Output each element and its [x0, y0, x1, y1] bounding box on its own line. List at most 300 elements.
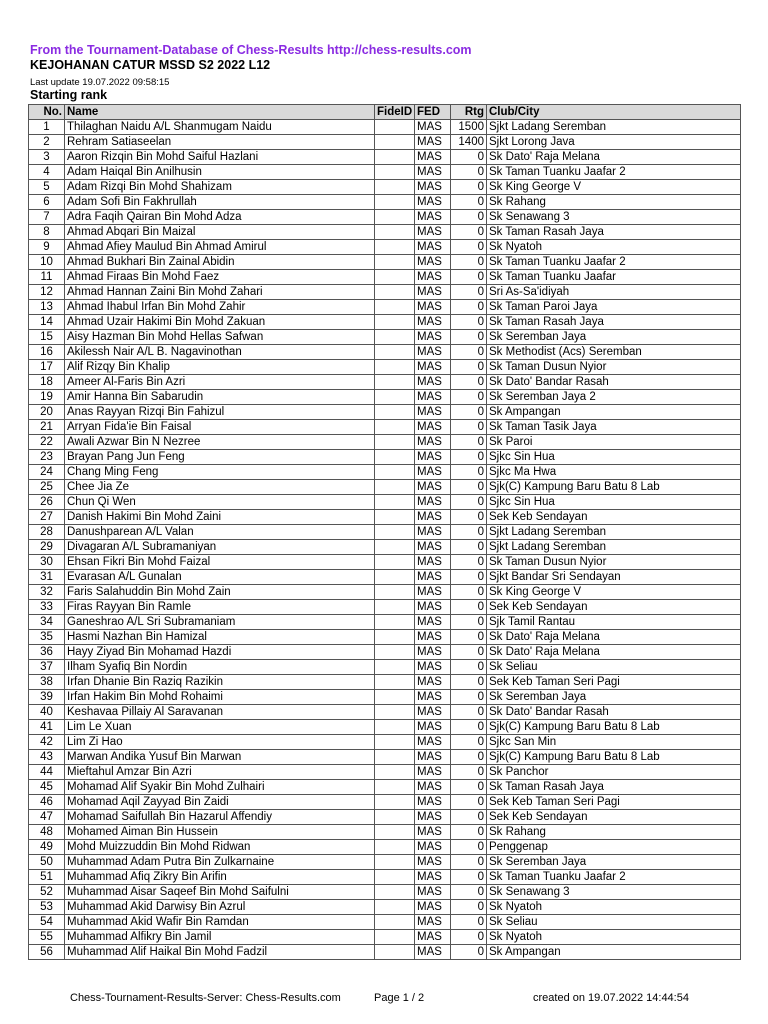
cell-rtg: 0 [451, 270, 487, 285]
cell-fed: MAS [415, 810, 451, 825]
table-row [29, 765, 741, 780]
cell-fideid [375, 510, 415, 525]
cell-fideid [375, 495, 415, 510]
cell-rtg: 1400 [451, 135, 487, 150]
cell-name: Chang Ming Feng [65, 465, 375, 480]
table-row [29, 690, 741, 705]
cell-club: Sk King George V [487, 585, 741, 600]
cell-no: 51 [29, 870, 65, 885]
cell-fed: MAS [415, 735, 451, 750]
cell-fed: MAS [415, 585, 451, 600]
col-fed-header: FED [415, 105, 451, 120]
cell-fideid [375, 540, 415, 555]
cell-rtg: 0 [451, 660, 487, 675]
cell-name: Muhammad Akid Darwisy Bin Azrul [65, 900, 375, 915]
table-row [29, 465, 741, 480]
table-row [29, 195, 741, 210]
table-row [29, 540, 741, 555]
cell-fideid [375, 705, 415, 720]
cell-no: 26 [29, 495, 65, 510]
cell-fed: MAS [415, 525, 451, 540]
table-row [29, 120, 741, 135]
cell-club: Sk Rahang [487, 195, 741, 210]
cell-no: 30 [29, 555, 65, 570]
cell-fed: MAS [415, 225, 451, 240]
cell-fideid [375, 690, 415, 705]
cell-fideid [375, 465, 415, 480]
cell-rtg: 0 [451, 525, 487, 540]
table-row [29, 885, 741, 900]
cell-fed: MAS [415, 885, 451, 900]
cell-no: 3 [29, 150, 65, 165]
table-row [29, 150, 741, 165]
cell-fideid [375, 750, 415, 765]
cell-rtg: 0 [451, 585, 487, 600]
cell-club: Sek Keb Sendayan [487, 810, 741, 825]
table-row [29, 345, 741, 360]
cell-rtg: 0 [451, 360, 487, 375]
cell-fideid [375, 900, 415, 915]
cell-name: Mohamad Alif Syakir Bin Mohd Zulhairi [65, 780, 375, 795]
table-row [29, 945, 741, 960]
cell-rtg: 0 [451, 795, 487, 810]
cell-rtg: 0 [451, 840, 487, 855]
table-row [29, 390, 741, 405]
table-row [29, 615, 741, 630]
cell-no: 56 [29, 945, 65, 960]
cell-no: 19 [29, 390, 65, 405]
cell-rtg: 0 [451, 315, 487, 330]
cell-rtg: 0 [451, 495, 487, 510]
cell-fed: MAS [415, 570, 451, 585]
cell-fideid [375, 585, 415, 600]
cell-fed: MAS [415, 405, 451, 420]
cell-name: Adam Sofi Bin Fakhrullah [65, 195, 375, 210]
cell-name: Faris Salahuddin Bin Mohd Zain [65, 585, 375, 600]
cell-rtg: 0 [451, 630, 487, 645]
cell-name: Ahmad Abqari Bin Maizal [65, 225, 375, 240]
cell-fideid [375, 450, 415, 465]
cell-no: 39 [29, 690, 65, 705]
cell-name: Mohamed Aiman Bin Hussein [65, 825, 375, 840]
cell-name: Lim Le Xuan [65, 720, 375, 735]
cell-club: Sri As-Sa'idiyah [487, 285, 741, 300]
cell-no: 45 [29, 780, 65, 795]
cell-no: 1 [29, 120, 65, 135]
cell-name: Muhammad Akid Wafir Bin Ramdan [65, 915, 375, 930]
cell-club: Sjkc Sin Hua [487, 450, 741, 465]
cell-fideid [375, 330, 415, 345]
col-name-header: Name [65, 105, 375, 120]
cell-rtg: 0 [451, 375, 487, 390]
cell-no: 43 [29, 750, 65, 765]
cell-club: Sjkc Ma Hwa [487, 465, 741, 480]
table-row [29, 510, 741, 525]
cell-name: Ilham Syafiq Bin Nordin [65, 660, 375, 675]
cell-club: Sk Dato' Raja Melana [487, 645, 741, 660]
cell-name: Arryan Fida'ie Bin Faisal [65, 420, 375, 435]
cell-no: 34 [29, 615, 65, 630]
cell-no: 17 [29, 360, 65, 375]
cell-fed: MAS [415, 660, 451, 675]
cell-club: Sjkt Ladang Seremban [487, 540, 741, 555]
cell-rtg: 0 [451, 285, 487, 300]
cell-rtg: 0 [451, 915, 487, 930]
table-row [29, 210, 741, 225]
table-row [29, 300, 741, 315]
cell-rtg: 0 [451, 345, 487, 360]
table-row [29, 270, 741, 285]
cell-fideid [375, 570, 415, 585]
footer-page-number: Page 1 / 2 [374, 992, 425, 1004]
cell-fed: MAS [415, 870, 451, 885]
cell-club: Sk Ampangan [487, 405, 741, 420]
cell-fed: MAS [415, 765, 451, 780]
cell-name: Lim Zi Hao [65, 735, 375, 750]
cell-fed: MAS [415, 315, 451, 330]
cell-club: Sk King George V [487, 180, 741, 195]
cell-fideid [375, 840, 415, 855]
cell-name: Chee Jia Ze [65, 480, 375, 495]
cell-no: 11 [29, 270, 65, 285]
cell-rtg: 0 [451, 825, 487, 840]
last-update: Last update 19.07.2022 09:58:15 [30, 77, 170, 88]
cell-club: Sk Taman Dusun Nyior [487, 555, 741, 570]
cell-rtg: 0 [451, 180, 487, 195]
cell-fideid [375, 675, 415, 690]
cell-rtg: 0 [451, 930, 487, 945]
cell-name: Muhammad Alfikry Bin Jamil [65, 930, 375, 945]
table-row [29, 810, 741, 825]
cell-name: Akilessh Nair A/L B. Nagavinothan [65, 345, 375, 360]
cell-name: Adam Haiqal Bin Anilhusin [65, 165, 375, 180]
cell-no: 21 [29, 420, 65, 435]
cell-name: Adra Faqih Qairan Bin Mohd Adza [65, 210, 375, 225]
cell-rtg: 0 [451, 450, 487, 465]
cell-rtg: 0 [451, 615, 487, 630]
cell-fed: MAS [415, 690, 451, 705]
cell-name: Rehram Satiaseelan [65, 135, 375, 150]
cell-fideid [375, 405, 415, 420]
cell-fed: MAS [415, 645, 451, 660]
table-row [29, 825, 741, 840]
cell-club: Sk Seliau [487, 915, 741, 930]
table-row [29, 315, 741, 330]
cell-rtg: 0 [451, 690, 487, 705]
cell-name: Aaron Rizqin Bin Mohd Saiful Hazlani [65, 150, 375, 165]
cell-name: Ehsan Fikri Bin Mohd Faizal [65, 555, 375, 570]
cell-club: Sk Taman Tuanku Jaafar [487, 270, 741, 285]
cell-no: 2 [29, 135, 65, 150]
cell-fideid [375, 165, 415, 180]
cell-no: 36 [29, 645, 65, 660]
cell-no: 13 [29, 300, 65, 315]
cell-club: Sjkt Lorong Java [487, 135, 741, 150]
cell-fed: MAS [415, 300, 451, 315]
cell-rtg: 0 [451, 165, 487, 180]
table-row [29, 855, 741, 870]
cell-no: 18 [29, 375, 65, 390]
cell-fideid [375, 660, 415, 675]
cell-club: Sk Nyatoh [487, 900, 741, 915]
cell-name: Ahmad Ihabul Irfan Bin Mohd Zahir [65, 300, 375, 315]
cell-rtg: 0 [451, 810, 487, 825]
table-row [29, 450, 741, 465]
cell-club: Sek Keb Taman Seri Pagi [487, 795, 741, 810]
cell-fed: MAS [415, 150, 451, 165]
table-row [29, 780, 741, 795]
cell-no: 40 [29, 705, 65, 720]
cell-club: Sk Taman Tuanku Jaafar 2 [487, 870, 741, 885]
cell-fed: MAS [415, 540, 451, 555]
cell-club: Sek Keb Sendayan [487, 600, 741, 615]
cell-name: Danish Hakimi Bin Mohd Zaini [65, 510, 375, 525]
table-row [29, 405, 741, 420]
table-row [29, 645, 741, 660]
table-row [29, 930, 741, 945]
cell-no: 41 [29, 720, 65, 735]
table-row [29, 135, 741, 150]
cell-name: Mieftahul Amzar Bin Azri [65, 765, 375, 780]
cell-no: 20 [29, 405, 65, 420]
cell-fed: MAS [415, 375, 451, 390]
cell-fed: MAS [415, 390, 451, 405]
table-row [29, 255, 741, 270]
cell-fed: MAS [415, 255, 451, 270]
cell-rtg: 0 [451, 210, 487, 225]
cell-no: 12 [29, 285, 65, 300]
cell-name: Ahmad Firaas Bin Mohd Faez [65, 270, 375, 285]
cell-fideid [375, 120, 415, 135]
cell-club: Sk Nyatoh [487, 240, 741, 255]
table-row [29, 600, 741, 615]
cell-rtg: 0 [451, 600, 487, 615]
cell-club: Sk Taman Tasik Jaya [487, 420, 741, 435]
cell-fed: MAS [415, 780, 451, 795]
cell-fideid [375, 420, 415, 435]
cell-name: Mohamad Aqil Zayyad Bin Zaidi [65, 795, 375, 810]
cell-fed: MAS [415, 855, 451, 870]
cell-fideid [375, 615, 415, 630]
cell-fideid [375, 915, 415, 930]
cell-rtg: 0 [451, 240, 487, 255]
table-row [29, 570, 741, 585]
cell-club: Sk Nyatoh [487, 930, 741, 945]
cell-no: 32 [29, 585, 65, 600]
cell-fed: MAS [415, 795, 451, 810]
cell-rtg: 0 [451, 300, 487, 315]
cell-name: Amir Hanna Bin Sabarudin [65, 390, 375, 405]
cell-name: Mohamad Saifullah Bin Hazarul Affendiy [65, 810, 375, 825]
cell-fideid [375, 315, 415, 330]
cell-no: 53 [29, 900, 65, 915]
col-no-header: No. [29, 105, 65, 120]
cell-club: Sk Methodist (Acs) Seremban [487, 345, 741, 360]
cell-club: Sk Panchor [487, 765, 741, 780]
cell-fed: MAS [415, 330, 451, 345]
col-fideid-header: FideID [375, 105, 415, 120]
cell-fideid [375, 630, 415, 645]
table-row [29, 225, 741, 240]
cell-club: Sjkt Ladang Seremban [487, 120, 741, 135]
cell-no: 55 [29, 930, 65, 945]
table-row [29, 705, 741, 720]
cell-rtg: 0 [451, 195, 487, 210]
cell-fed: MAS [415, 135, 451, 150]
cell-club: Sjk Tamil Rantau [487, 615, 741, 630]
table-row [29, 630, 741, 645]
cell-name: Brayan Pang Jun Feng [65, 450, 375, 465]
cell-fideid [375, 930, 415, 945]
cell-name: Hasmi Nazhan Bin Hamizal [65, 630, 375, 645]
cell-fed: MAS [415, 165, 451, 180]
cell-name: Muhammad Alif Haikal Bin Mohd Fadzil [65, 945, 375, 960]
table-body [29, 120, 741, 960]
footer-server: Chess-Tournament-Results-Server: Chess-Results.com [70, 992, 341, 1004]
cell-rtg: 0 [451, 765, 487, 780]
cell-no: 22 [29, 435, 65, 450]
cell-fideid [375, 390, 415, 405]
cell-no: 9 [29, 240, 65, 255]
cell-fed: MAS [415, 285, 451, 300]
cell-fed: MAS [415, 615, 451, 630]
cell-club: Sk Dato' Bandar Rasah [487, 705, 741, 720]
cell-fideid [375, 135, 415, 150]
cell-fideid [375, 225, 415, 240]
cell-no: 52 [29, 885, 65, 900]
cell-club: Sk Seremban Jaya [487, 690, 741, 705]
cell-fed: MAS [415, 675, 451, 690]
cell-fideid [375, 180, 415, 195]
cell-fideid [375, 870, 415, 885]
cell-name: Marwan Andika Yusuf Bin Marwan [65, 750, 375, 765]
cell-rtg: 0 [451, 570, 487, 585]
cell-club: Sk Ampangan [487, 945, 741, 960]
cell-no: 6 [29, 195, 65, 210]
cell-no: 23 [29, 450, 65, 465]
cell-club: Sk Senawang 3 [487, 210, 741, 225]
cell-name: Muhammad Afiq Zikry Bin Arifin [65, 870, 375, 885]
cell-club: Penggenap [487, 840, 741, 855]
cell-fed: MAS [415, 630, 451, 645]
cell-name: Firas Rayyan Bin Ramle [65, 600, 375, 615]
cell-rtg: 0 [451, 885, 487, 900]
cell-rtg: 0 [451, 420, 487, 435]
cell-fideid [375, 780, 415, 795]
cell-fed: MAS [415, 360, 451, 375]
cell-no: 24 [29, 465, 65, 480]
cell-no: 14 [29, 315, 65, 330]
cell-name: Alif Rizqy Bin Khalip [65, 360, 375, 375]
cell-no: 44 [29, 765, 65, 780]
cell-fideid [375, 765, 415, 780]
cell-name: Danushparean A/L Valan [65, 525, 375, 540]
cell-fed: MAS [415, 210, 451, 225]
cell-rtg: 0 [451, 945, 487, 960]
cell-rtg: 0 [451, 540, 487, 555]
cell-fideid [375, 735, 415, 750]
cell-rtg: 0 [451, 750, 487, 765]
source-link[interactable]: From the Tournament-Database of Chess-Results http://chess-results.com [30, 43, 472, 57]
footer-created: created on 19.07.2022 14:44:54 [533, 992, 689, 1004]
table-row [29, 480, 741, 495]
cell-no: 48 [29, 825, 65, 840]
cell-name: Ahmad Uzair Hakimi Bin Mohd Zakuan [65, 315, 375, 330]
cell-name: Muhammad Aisar Saqeef Bin Mohd Saifulni [65, 885, 375, 900]
cell-no: 37 [29, 660, 65, 675]
cell-club: Sk Dato' Raja Melana [487, 630, 741, 645]
cell-no: 54 [29, 915, 65, 930]
cell-rtg: 0 [451, 720, 487, 735]
cell-rtg: 0 [451, 780, 487, 795]
cell-name: Awali Azwar Bin N Nezree [65, 435, 375, 450]
cell-no: 29 [29, 540, 65, 555]
cell-name: Adam Rizqi Bin Mohd Shahizam [65, 180, 375, 195]
cell-fideid [375, 150, 415, 165]
cell-fideid [375, 360, 415, 375]
table-row [29, 870, 741, 885]
table-row [29, 360, 741, 375]
cell-no: 10 [29, 255, 65, 270]
cell-fed: MAS [415, 480, 451, 495]
cell-fideid [375, 645, 415, 660]
table-row [29, 735, 741, 750]
cell-fideid [375, 240, 415, 255]
cell-no: 38 [29, 675, 65, 690]
cell-no: 27 [29, 510, 65, 525]
cell-fed: MAS [415, 270, 451, 285]
table-row [29, 795, 741, 810]
table-header-row [29, 105, 741, 120]
cell-club: Sk Paroi [487, 435, 741, 450]
starting-rank-table [28, 104, 741, 960]
cell-fideid [375, 255, 415, 270]
table-row [29, 435, 741, 450]
table-row [29, 915, 741, 930]
cell-club: Sjk(C) Kampung Baru Batu 8 Lab [487, 750, 741, 765]
cell-club: Sk Taman Paroi Jaya [487, 300, 741, 315]
tournament-title: KEJOHANAN CATUR MSSD S2 2022 L12 [30, 58, 271, 72]
cell-fideid [375, 720, 415, 735]
table-row [29, 525, 741, 540]
table-row [29, 720, 741, 735]
cell-club: Sk Seremban Jaya [487, 855, 741, 870]
cell-fideid [375, 885, 415, 900]
table-row [29, 375, 741, 390]
cell-rtg: 0 [451, 465, 487, 480]
cell-fed: MAS [415, 825, 451, 840]
cell-club: Sk Taman Rasah Jaya [487, 780, 741, 795]
cell-name: Ahmad Bukhari Bin Zainal Abidin [65, 255, 375, 270]
cell-club: Sjkc Sin Hua [487, 495, 741, 510]
cell-no: 5 [29, 180, 65, 195]
cell-fed: MAS [415, 240, 451, 255]
cell-club: Sk Seremban Jaya 2 [487, 390, 741, 405]
cell-fed: MAS [415, 180, 451, 195]
cell-no: 47 [29, 810, 65, 825]
cell-fideid [375, 480, 415, 495]
cell-fideid [375, 525, 415, 540]
cell-fed: MAS [415, 465, 451, 480]
cell-name: Ganeshrao A/L Sri Subramaniam [65, 615, 375, 630]
cell-rtg: 0 [451, 150, 487, 165]
cell-club: Sek Keb Taman Seri Pagi [487, 675, 741, 690]
cell-no: 50 [29, 855, 65, 870]
cell-no: 15 [29, 330, 65, 345]
table-row [29, 660, 741, 675]
cell-rtg: 0 [451, 480, 487, 495]
table-row [29, 330, 741, 345]
